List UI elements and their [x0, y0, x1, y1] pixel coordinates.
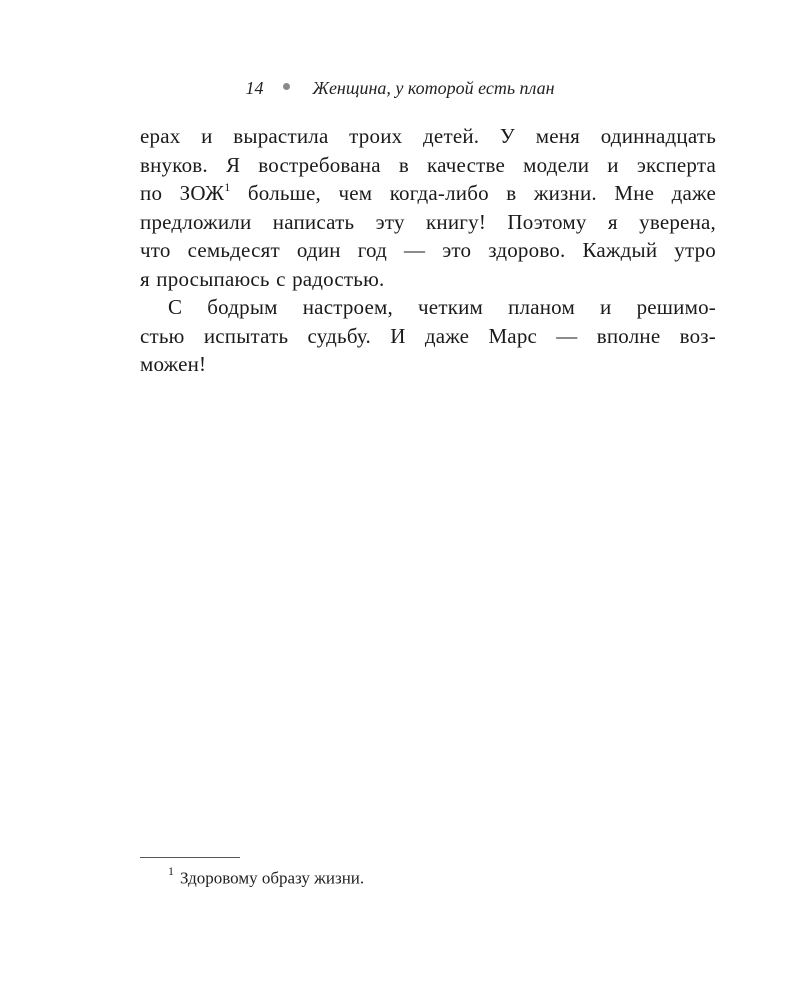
- footnote-divider: [140, 857, 240, 858]
- text-line: С бодрым настроем, четким планом и решимо-: [168, 295, 716, 319]
- text-fragment: по ЗОЖ: [140, 181, 225, 205]
- bullet-separator-icon: [283, 83, 290, 90]
- text-line: ерах и вырастила троих детей. У меня одиннадцать: [140, 124, 716, 148]
- text-fragment: больше, чем когда-либо в жизни. Мне даже: [230, 181, 716, 205]
- text-line: можен!: [140, 352, 207, 376]
- text-line: внуков. Я востребована в качестве модели и эксперта: [140, 152, 716, 177]
- text-line-with-footnote: [140, 179, 716, 208]
- text-line: предложили написать эту книгу! Поэтому я уверена,: [140, 209, 716, 234]
- footnote-marker: 1: [168, 864, 174, 878]
- page-number: 14: [245, 78, 264, 98]
- footnote-reference[interactable]: 1: [224, 180, 231, 194]
- text-line: я просыпаюсь с радостью.: [140, 266, 385, 291]
- footnote: [168, 866, 364, 889]
- running-head: [0, 78, 800, 99]
- running-head-title: Женщина, у которой есть план: [312, 78, 555, 98]
- body-text: [140, 122, 716, 379]
- text-line: что семьдесят один год — это здорово. Каждый утро: [140, 238, 716, 262]
- footnote-text: Здоровому образу жизни.: [180, 868, 365, 888]
- text-line: стью испытать судьбу. И даже Марс — вполне воз-: [140, 323, 716, 348]
